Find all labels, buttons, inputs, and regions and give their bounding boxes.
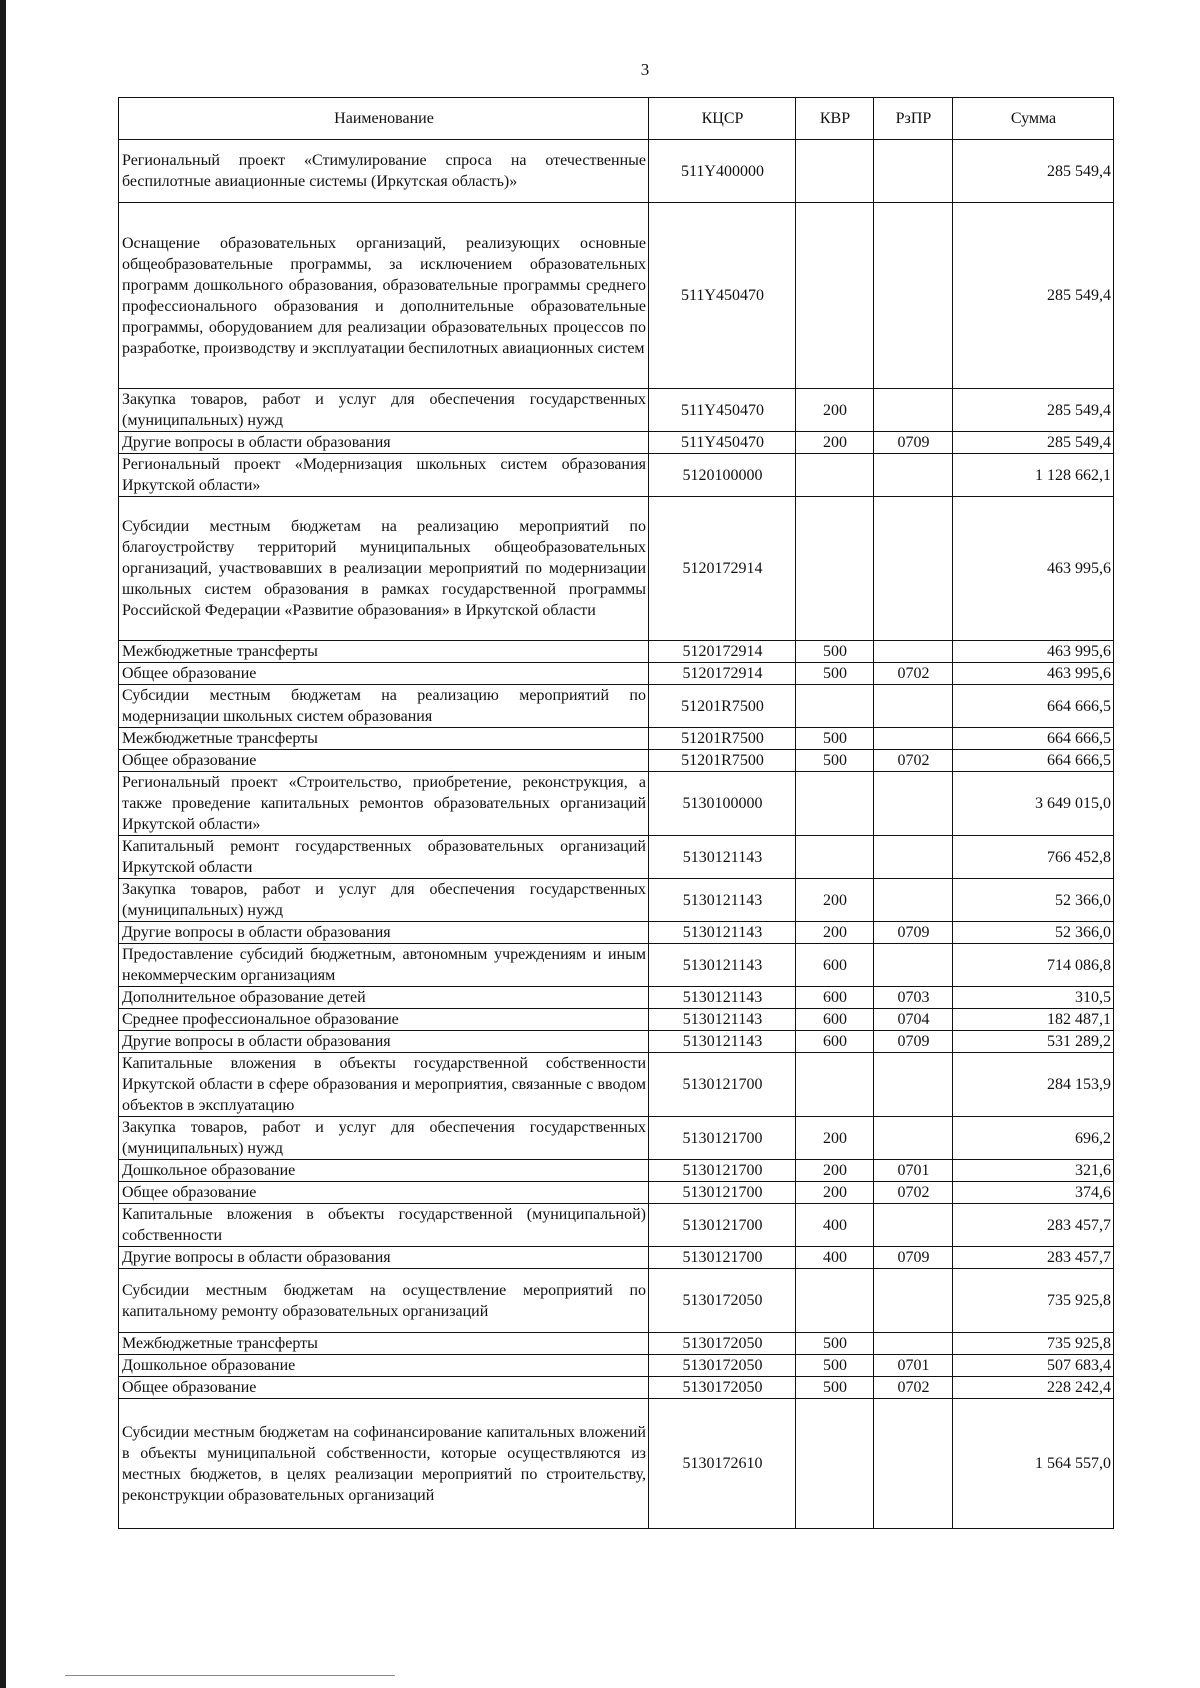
row-name-cell: Региональный проект «Стимулирование спроса на отечественные беспилотные авиационные системы (Иркутская область)»	[119, 140, 649, 203]
table-row	[119, 1355, 1114, 1377]
scan-edge	[0, 0, 6, 1688]
row-name-cell: Оснащение образовательных организаций, реализующих основные общеобразовательные программы, за исключением образовательных программ дошкольного образования, образовательные программы среднего профессионального образования и дополнительные образовательные программы, оборудованием для реализации образовательных процессов по разработке, производству и эксплуатации беспилотных авиационных систем	[119, 203, 649, 389]
row-name-cell: Общее образование	[119, 663, 649, 685]
page-number: 3	[640, 60, 650, 79]
row-kcsr-cell: 5130121700	[649, 1160, 796, 1182]
row-rzpr-cell	[874, 497, 953, 641]
row-kcsr-cell: 5130121143	[649, 879, 796, 922]
header-rzpr: РзПР	[874, 98, 953, 140]
row-name-cell: Дополнительное образование детей	[119, 987, 649, 1009]
row-name-cell: Межбюджетные трансферты	[119, 641, 649, 663]
table-row	[119, 944, 1114, 987]
row-rzpr-cell: 0703	[874, 987, 953, 1009]
row-name-cell: Региональный проект «Строительство, приобретение, реконструкция, а также проведение капитальных ремонтов образовательных организаций Иркутской области»	[119, 772, 649, 836]
row-sum-cell: 52 366,0	[953, 879, 1114, 922]
row-kvr-cell	[796, 1269, 874, 1333]
table-row	[119, 1009, 1114, 1031]
row-rzpr-cell	[874, 1204, 953, 1247]
row-name-cell: Общее образование	[119, 750, 649, 772]
table-row	[119, 879, 1114, 922]
table-row	[119, 728, 1114, 750]
row-kvr-cell: 500	[796, 663, 874, 685]
row-rzpr-cell: 0709	[874, 1031, 953, 1053]
table-row	[119, 1031, 1114, 1053]
row-rzpr-cell	[874, 728, 953, 750]
row-kcsr-cell: 5120100000	[649, 454, 796, 497]
row-name-cell: Капитальные вложения в объекты государственной собственности Иркутской области в сфере образования и мероприятия, связанные с вводом объектов в эксплуатацию	[119, 1053, 649, 1117]
row-sum-cell: 1 564 557,0	[953, 1399, 1114, 1529]
row-sum-cell: 283 457,7	[953, 1204, 1114, 1247]
table-row	[119, 203, 1114, 389]
row-kcsr-cell: 5130121143	[649, 1031, 796, 1053]
row-rzpr-cell	[874, 1053, 953, 1117]
row-kvr-cell: 200	[796, 1160, 874, 1182]
row-kvr-cell: 500	[796, 1355, 874, 1377]
row-kvr-cell	[796, 497, 874, 641]
row-rzpr-cell: 0704	[874, 1009, 953, 1031]
row-kcsr-cell: 5130100000	[649, 772, 796, 836]
table-row	[119, 1399, 1114, 1529]
row-sum-cell: 664 666,5	[953, 685, 1114, 728]
row-kvr-cell	[796, 203, 874, 389]
row-name-cell: Закупка товаров, работ и услуг для обеспечения государственных (муниципальных) нужд	[119, 879, 649, 922]
footer-line	[65, 1675, 395, 1676]
row-name-cell: Субсидии местным бюджетам на осуществление мероприятий по капитальному ремонту образовательных организаций	[119, 1269, 649, 1333]
row-sum-cell: 321,6	[953, 1160, 1114, 1182]
row-kcsr-cell: 5120172914	[649, 497, 796, 641]
header-kcsr: КЦСР	[649, 98, 796, 140]
row-kcsr-cell: 5130172050	[649, 1355, 796, 1377]
row-kvr-cell: 500	[796, 1333, 874, 1355]
table-row	[119, 772, 1114, 836]
row-rzpr-cell	[874, 389, 953, 432]
row-kvr-cell: 200	[796, 1117, 874, 1160]
row-kvr-cell: 400	[796, 1204, 874, 1247]
row-kcsr-cell: 51201R7500	[649, 728, 796, 750]
row-name-cell: Общее образование	[119, 1377, 649, 1399]
row-kvr-cell: 400	[796, 1247, 874, 1269]
table-row	[119, 663, 1114, 685]
row-kcsr-cell: 51201R7500	[649, 685, 796, 728]
row-kvr-cell	[796, 685, 874, 728]
row-name-cell: Региональный проект «Модернизация школьных систем образования Иркутской области»	[119, 454, 649, 497]
row-kvr-cell: 200	[796, 432, 874, 454]
row-kvr-cell	[796, 836, 874, 879]
row-kcsr-cell: 5130121700	[649, 1204, 796, 1247]
row-kvr-cell: 200	[796, 922, 874, 944]
row-kvr-cell	[796, 1399, 874, 1529]
row-kcsr-cell: 5130172050	[649, 1377, 796, 1399]
row-rzpr-cell: 0702	[874, 1377, 953, 1399]
row-kcsr-cell: 5130121143	[649, 922, 796, 944]
table-row	[119, 1377, 1114, 1399]
row-name-cell: Субсидии местным бюджетам на софинансирование капитальных вложений в объекты муниципальной собственности, которые осуществляются из местных бюджетов, в целях реализации мероприятий по строительству, реконструкции образовательных организаций	[119, 1399, 649, 1529]
row-sum-cell: 285 549,4	[953, 140, 1114, 203]
row-name-cell: Дошкольное образование	[119, 1160, 649, 1182]
row-kcsr-cell: 5130172050	[649, 1269, 796, 1333]
row-sum-cell: 735 925,8	[953, 1269, 1114, 1333]
budget-table	[118, 97, 1114, 1529]
row-sum-cell: 3 649 015,0	[953, 772, 1114, 836]
header-sum: Сумма	[953, 98, 1114, 140]
table-row	[119, 750, 1114, 772]
table-row	[119, 1269, 1114, 1333]
row-rzpr-cell	[874, 879, 953, 922]
row-rzpr-cell	[874, 140, 953, 203]
row-rzpr-cell: 0702	[874, 663, 953, 685]
table-row	[119, 1160, 1114, 1182]
row-name-cell: Межбюджетные трансферты	[119, 1333, 649, 1355]
row-rzpr-cell: 0702	[874, 750, 953, 772]
row-kvr-cell: 600	[796, 944, 874, 987]
row-kcsr-cell: 511Y450470	[649, 389, 796, 432]
table-header-row	[119, 98, 1114, 140]
row-rzpr-cell	[874, 454, 953, 497]
table-row	[119, 1117, 1114, 1160]
table-row	[119, 685, 1114, 728]
table-row	[119, 987, 1114, 1009]
row-name-cell: Предоставление субсидий бюджетным, автономным учреждениям и иным некоммерческим организациям	[119, 944, 649, 987]
row-sum-cell: 714 086,8	[953, 944, 1114, 987]
row-kcsr-cell: 5120172914	[649, 641, 796, 663]
row-sum-cell: 182 487,1	[953, 1009, 1114, 1031]
row-name-cell: Капитальный ремонт государственных образовательных организаций Иркутской области	[119, 836, 649, 879]
row-rzpr-cell: 0709	[874, 1247, 953, 1269]
row-kvr-cell: 500	[796, 641, 874, 663]
row-name-cell: Закупка товаров, работ и услуг для обеспечения государственных (муниципальных) нужд	[119, 1117, 649, 1160]
table-row	[119, 454, 1114, 497]
row-kvr-cell: 200	[796, 879, 874, 922]
row-name-cell: Капитальные вложения в объекты государственной (муниципальной) собственности	[119, 1204, 649, 1247]
row-name-cell: Другие вопросы в области образования	[119, 432, 649, 454]
table-row	[119, 836, 1114, 879]
row-name-cell: Субсидии местным бюджетам на реализацию мероприятий по благоустройству территорий муниципальных общеобразовательных организаций, участвовавших в реализации мероприятий по модернизации школьных систем образования в рамках государственной программы Российской Федерации «Развитие образования» в Иркутской области	[119, 497, 649, 641]
row-kcsr-cell: 5130121700	[649, 1182, 796, 1204]
row-kvr-cell	[796, 772, 874, 836]
row-sum-cell: 531 289,2	[953, 1031, 1114, 1053]
row-rzpr-cell	[874, 772, 953, 836]
row-kvr-cell	[796, 454, 874, 497]
table-row	[119, 140, 1114, 203]
row-kvr-cell: 500	[796, 750, 874, 772]
row-kvr-cell: 600	[796, 1009, 874, 1031]
row-kcsr-cell: 5130172050	[649, 1333, 796, 1355]
row-kcsr-cell: 5130172610	[649, 1399, 796, 1529]
row-sum-cell: 1 128 662,1	[953, 454, 1114, 497]
table-row	[119, 1182, 1114, 1204]
row-sum-cell: 664 666,5	[953, 750, 1114, 772]
row-name-cell: Дошкольное образование	[119, 1355, 649, 1377]
row-kcsr-cell: 5120172914	[649, 663, 796, 685]
row-kcsr-cell: 511Y450470	[649, 203, 796, 389]
row-name-cell: Среднее профессиональное образование	[119, 1009, 649, 1031]
table-row	[119, 1247, 1114, 1269]
row-rzpr-cell	[874, 685, 953, 728]
row-rzpr-cell	[874, 836, 953, 879]
row-kcsr-cell: 511Y400000	[649, 140, 796, 203]
row-sum-cell: 463 995,6	[953, 497, 1114, 641]
row-kcsr-cell: 511Y450470	[649, 432, 796, 454]
table-row	[119, 1053, 1114, 1117]
row-kcsr-cell: 5130121700	[649, 1053, 796, 1117]
row-kcsr-cell: 5130121700	[649, 1247, 796, 1269]
row-sum-cell: 664 666,5	[953, 728, 1114, 750]
row-name-cell: Другие вопросы в области образования	[119, 922, 649, 944]
table-row	[119, 432, 1114, 454]
row-name-cell: Другие вопросы в области образования	[119, 1031, 649, 1053]
row-rzpr-cell	[874, 1117, 953, 1160]
row-kvr-cell: 200	[796, 1182, 874, 1204]
row-rzpr-cell	[874, 1333, 953, 1355]
header-kvr: КВР	[796, 98, 874, 140]
row-kvr-cell: 200	[796, 389, 874, 432]
row-sum-cell: 284 153,9	[953, 1053, 1114, 1117]
row-sum-cell: 463 995,6	[953, 663, 1114, 685]
row-rzpr-cell: 0701	[874, 1355, 953, 1377]
row-name-cell: Закупка товаров, работ и услуг для обеспечения государственных (муниципальных) нужд	[119, 389, 649, 432]
row-sum-cell: 766 452,8	[953, 836, 1114, 879]
row-sum-cell: 285 549,4	[953, 389, 1114, 432]
row-sum-cell: 374,6	[953, 1182, 1114, 1204]
row-kvr-cell	[796, 1053, 874, 1117]
table-row	[119, 497, 1114, 641]
row-sum-cell: 228 242,4	[953, 1377, 1114, 1399]
row-name-cell: Субсидии местным бюджетам на реализацию мероприятий по модернизации школьных систем образования	[119, 685, 649, 728]
row-rzpr-cell: 0701	[874, 1160, 953, 1182]
row-kcsr-cell: 51201R7500	[649, 750, 796, 772]
row-kcsr-cell: 5130121143	[649, 944, 796, 987]
row-rzpr-cell	[874, 1269, 953, 1333]
row-sum-cell: 463 995,6	[953, 641, 1114, 663]
row-kcsr-cell: 5130121700	[649, 1117, 796, 1160]
table-row	[119, 389, 1114, 432]
table-row	[119, 641, 1114, 663]
row-kcsr-cell: 5130121143	[649, 1009, 796, 1031]
row-name-cell: Общее образование	[119, 1182, 649, 1204]
row-kvr-cell: 600	[796, 987, 874, 1009]
row-rzpr-cell	[874, 203, 953, 389]
row-sum-cell: 735 925,8	[953, 1333, 1114, 1355]
row-sum-cell: 507 683,4	[953, 1355, 1114, 1377]
row-sum-cell: 696,2	[953, 1117, 1114, 1160]
row-rzpr-cell	[874, 641, 953, 663]
row-sum-cell: 310,5	[953, 987, 1114, 1009]
row-sum-cell: 52 366,0	[953, 922, 1114, 944]
table-body	[119, 140, 1114, 1529]
row-kvr-cell	[796, 140, 874, 203]
row-rzpr-cell	[874, 944, 953, 987]
row-sum-cell: 285 549,4	[953, 203, 1114, 389]
table-row	[119, 1204, 1114, 1247]
table-row	[119, 1333, 1114, 1355]
header-name: Наименование	[119, 98, 649, 140]
row-kvr-cell: 600	[796, 1031, 874, 1053]
table-row	[119, 922, 1114, 944]
row-kvr-cell: 500	[796, 728, 874, 750]
row-rzpr-cell: 0702	[874, 1182, 953, 1204]
row-rzpr-cell: 0709	[874, 922, 953, 944]
row-rzpr-cell: 0709	[874, 432, 953, 454]
row-name-cell: Межбюджетные трансферты	[119, 728, 649, 750]
row-kcsr-cell: 5130121143	[649, 987, 796, 1009]
row-kcsr-cell: 5130121143	[649, 836, 796, 879]
row-rzpr-cell	[874, 1399, 953, 1529]
row-kvr-cell: 500	[796, 1377, 874, 1399]
row-name-cell: Другие вопросы в области образования	[119, 1247, 649, 1269]
row-sum-cell: 285 549,4	[953, 432, 1114, 454]
row-sum-cell: 283 457,7	[953, 1247, 1114, 1269]
